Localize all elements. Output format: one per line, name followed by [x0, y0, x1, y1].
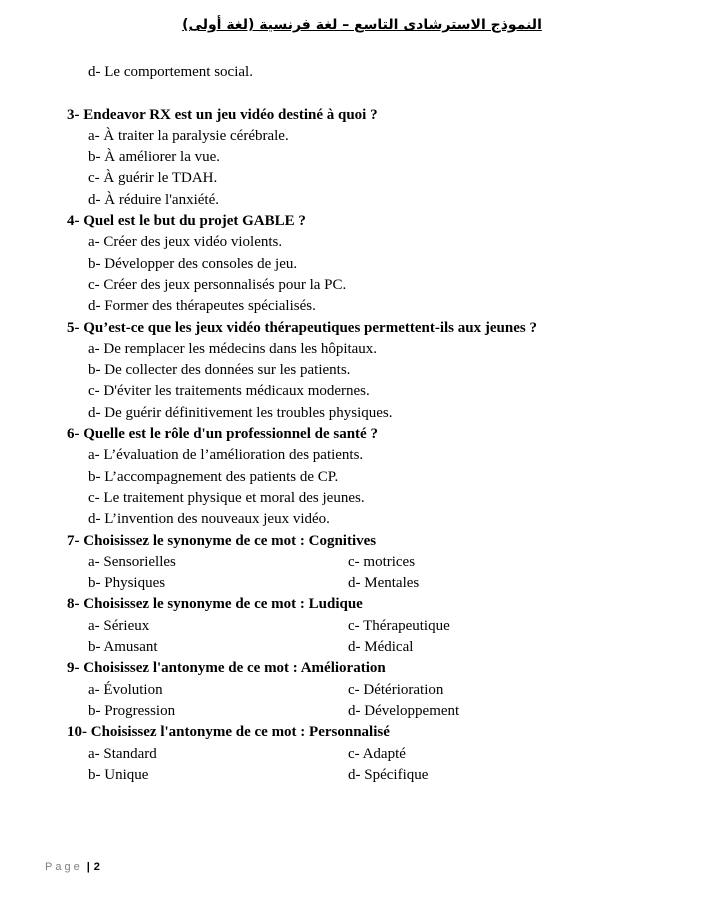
exam-content: [67, 62, 687, 786]
question-9: 9- Choisissez l'antonyme de ce mot : Amélioration: [67, 660, 386, 677]
option: b- Développer des consoles de jeu.: [88, 255, 298, 272]
question-10: 10- Choisissez l'antonyme de ce mot : Personnalisé: [67, 724, 390, 741]
option: c- Le traitement physique et moral des jeunes.: [88, 489, 365, 506]
previous-option: d- Le comportement social.: [88, 64, 253, 80]
question-6: 6- Quelle est le rôle d'un professionnel de santé ?: [67, 426, 378, 443]
question-7: 7- Choisissez le synonyme de ce mot : Cognitives: [67, 532, 377, 549]
footer-separator: |: [86, 861, 90, 873]
option: d- L’invention des nouveaux jeux vidéo.: [88, 511, 330, 528]
question-5: 5- Qu’est-ce que les jeux vidéo thérapeutiques permettent-ils aux jeunes ?: [67, 319, 537, 336]
option-row: a- Sensorielles c- motrices: [88, 553, 416, 570]
question-4: 4- Quel est le but du projet GABLE ?: [67, 213, 306, 230]
option-row: b- Unique d- Spécifique: [88, 766, 429, 783]
option-row: a- Évolution c- Détérioration: [88, 681, 444, 698]
option: b- L’accompagnement des patients de CP.: [88, 468, 339, 485]
option-row: a- Sérieux c- Thérapeutique: [88, 617, 450, 634]
option: c- D'éviter les traitements médicaux modernes.: [88, 383, 370, 400]
option: d- À réduire l'anxiété.: [88, 191, 219, 208]
page-footer: [45, 861, 100, 873]
option: a- L’évaluation de l’amélioration des patients.: [88, 447, 364, 464]
option: d- Former des thérapeutes spécialisés.: [88, 298, 316, 315]
page-number: 2: [93, 861, 100, 873]
option-row: b- Progression d- Développement: [88, 702, 460, 719]
option: c- À guérir le TDAH.: [88, 170, 218, 187]
question-8: 8- Choisissez le synonyme de ce mot : Ludique: [67, 596, 363, 613]
page-header: النموذج الاسترشادى التاسع – لغة فرنسية (لغة أولى): [182, 17, 542, 33]
option-row: b- Amusant d- Médical: [88, 639, 414, 656]
option: c- Créer des jeux personnalisés pour la PC.: [88, 276, 347, 293]
option-row: a- Standard c- Adapté: [88, 745, 406, 762]
option-row: b- Physiques d- Mentales: [88, 575, 420, 592]
question-3: 3- Endeavor RX est un jeu vidéo destiné à quoi ?: [67, 106, 378, 123]
option: b- À améliorer la vue.: [88, 149, 221, 166]
option: a- De remplacer les médecins dans les hôpitaux.: [88, 340, 378, 357]
page-label: Page: [45, 861, 83, 873]
option: d- De guérir définitivement les troubles physiques.: [88, 404, 393, 421]
option: b- De collecter des données sur les patients.: [88, 362, 351, 379]
option: a- À traiter la paralysie cérébrale.: [88, 127, 289, 144]
option: a- Créer des jeux vidéo violents.: [88, 234, 283, 251]
